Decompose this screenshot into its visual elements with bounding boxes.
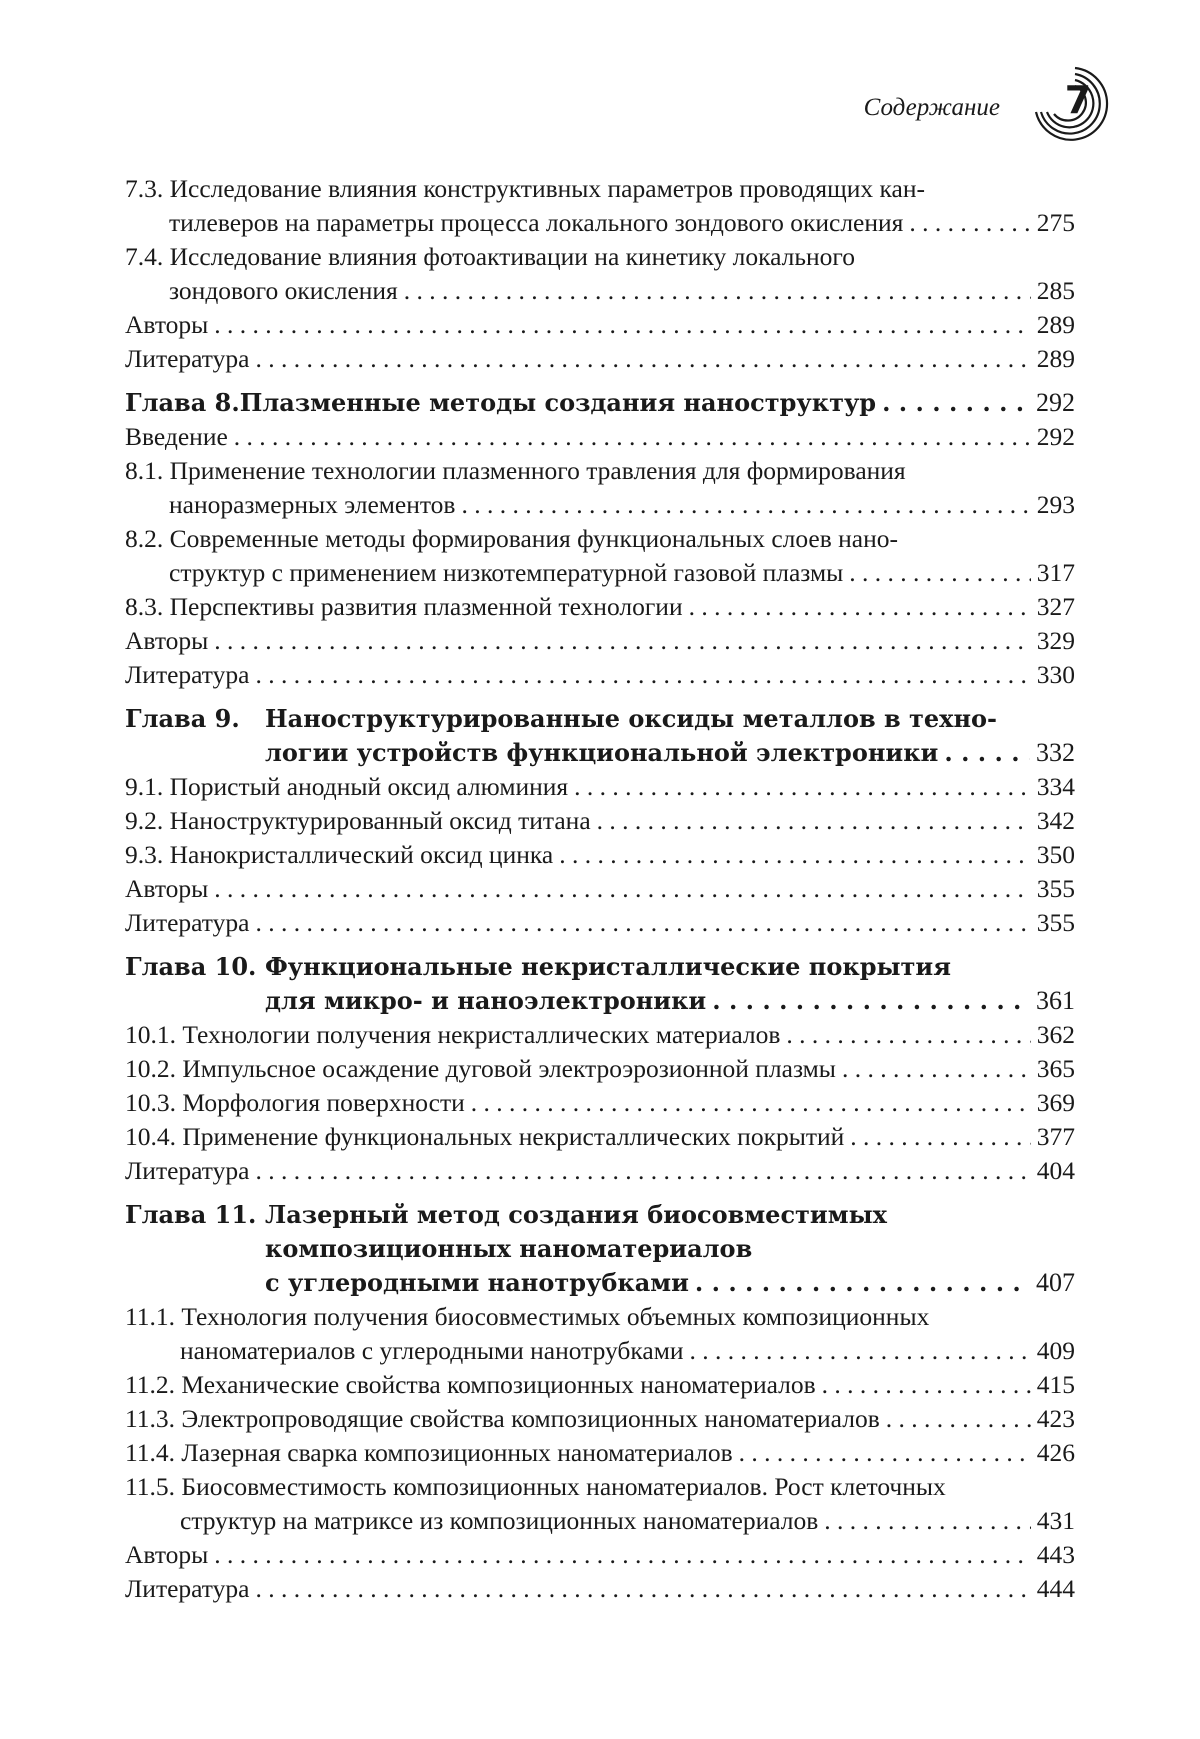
toc-line — [125, 1154, 1075, 1188]
toc-line — [125, 1266, 1075, 1300]
entry-title-text: 11.5. Биосовместимость композиционных наноматериалов. Рост клеточных — [125, 1472, 946, 1501]
entry-title-text: зондового окисления — [169, 276, 398, 305]
toc-entry — [125, 838, 1075, 872]
chapter-label: Глава 8. — [125, 388, 240, 417]
entry-title-text: 8.1. Применение технологии плазменного травления для формирования — [125, 456, 906, 485]
entry-title-text: 10.3. Морфология поверхности — [125, 1088, 465, 1117]
toc-line — [125, 454, 1075, 488]
dot-leader — [944, 736, 1030, 770]
toc-entry — [125, 872, 1075, 906]
toc-line — [125, 702, 1075, 736]
page-ref: 289 — [1036, 344, 1075, 373]
chapter-title-text: для микро- и наноэлектроники — [265, 986, 707, 1015]
toc-line — [125, 950, 1075, 984]
toc-line — [125, 872, 1075, 906]
entry-title-text: Литература — [125, 1156, 250, 1185]
entry-title-text: 11.4. Лазерная сварка композиционных наноматериалов — [125, 1438, 733, 1467]
toc-entry — [125, 420, 1075, 454]
page-ref: 289 — [1036, 310, 1075, 339]
toc-line — [125, 1572, 1075, 1606]
entry-title-text: Литература — [125, 1574, 250, 1603]
chapter-title-text: логии устройств функциональной электроники — [265, 738, 939, 767]
entry-title-text: структур с применением низкотемпературной газовой плазмы — [169, 558, 844, 587]
dot-leader — [255, 342, 1030, 376]
toc-line — [125, 1436, 1075, 1470]
entry-title-text: 7.3. Исследование влияния конструктивных параметров проводящих кан- — [125, 174, 925, 203]
page-ref: 377 — [1036, 1122, 1075, 1151]
entry-title-text: Литература — [125, 660, 250, 689]
dot-leader — [255, 906, 1030, 940]
page-ref: 334 — [1036, 772, 1075, 801]
dot-leader — [824, 1504, 1030, 1538]
entry-title-text: 9.1. Пористый анодный оксид алюминия — [125, 772, 569, 801]
toc-line — [125, 1120, 1075, 1154]
page-ref: 342 — [1036, 806, 1075, 835]
dot-leader — [842, 1052, 1031, 1086]
toc-chapter — [125, 950, 1075, 1018]
dot-leader — [255, 658, 1030, 692]
toc-line — [125, 590, 1075, 624]
page-ref: 407 — [1036, 1268, 1075, 1297]
page-ref: 369 — [1036, 1088, 1075, 1117]
entry-title-text: 11.3. Электропроводящие свойства композиционных наноматериалов — [125, 1404, 880, 1433]
toc-line — [125, 420, 1075, 454]
toc-line — [125, 1232, 1075, 1266]
dot-leader — [559, 838, 1031, 872]
toc-entry — [125, 1154, 1075, 1188]
toc-entry — [125, 1368, 1075, 1402]
dot-leader — [712, 984, 1030, 1018]
toc-line — [125, 906, 1075, 940]
toc-line — [125, 172, 1075, 206]
dot-leader — [461, 488, 1030, 522]
toc-line — [125, 1198, 1075, 1232]
page-ref: 426 — [1036, 1438, 1075, 1467]
chapter-title-text: Функциональные некристаллические покрытия — [265, 952, 951, 981]
dot-leader — [255, 1154, 1030, 1188]
page-ref: 332 — [1036, 738, 1075, 767]
page-ref: 355 — [1036, 874, 1075, 903]
toc-chapter — [125, 386, 1075, 420]
dot-leader — [909, 206, 1030, 240]
entry-title-text: 10.2. Импульсное осаждение дуговой электроэрозионной плазмы — [125, 1054, 836, 1083]
entry-title-text: Авторы — [125, 874, 209, 903]
dot-leader — [822, 1368, 1031, 1402]
toc-line — [125, 1052, 1075, 1086]
dot-leader — [690, 1334, 1031, 1368]
dot-leader — [574, 770, 1031, 804]
page-ref: 329 — [1036, 626, 1075, 655]
chapter-label: Глава 11. — [125, 1200, 257, 1229]
running-head-title: Содержание — [863, 94, 1000, 121]
toc-line — [125, 658, 1075, 692]
entry-title-text: 10.4. Применение функциональных некристаллических покрытий — [125, 1122, 845, 1151]
toc-line — [125, 1300, 1075, 1334]
page-ref: 330 — [1036, 660, 1075, 689]
dot-leader — [695, 1266, 1030, 1300]
page-ref: 285 — [1036, 276, 1075, 305]
entry-title-text: 11.2. Механические свойства композиционных наноматериалов — [125, 1370, 816, 1399]
chapter-title-text: Лазерный метод создания биосовместимых — [265, 1200, 887, 1229]
toc-line — [125, 1538, 1075, 1572]
entry-title-text: Введение — [125, 422, 228, 451]
dot-leader — [214, 872, 1030, 906]
dot-leader — [214, 1538, 1030, 1572]
page-ref: 350 — [1036, 840, 1075, 869]
toc-entry — [125, 906, 1075, 940]
entry-title-text: Авторы — [125, 1540, 209, 1569]
toc-entry — [125, 1538, 1075, 1572]
page-number: 7 — [1064, 78, 1092, 122]
toc-entry — [125, 1086, 1075, 1120]
toc-line — [125, 838, 1075, 872]
toc-line — [125, 1504, 1075, 1538]
chapter-label: Глава 10. — [125, 952, 257, 981]
toc-line — [125, 342, 1075, 376]
entry-title-text: 9.2. Наноструктурированный оксид титана — [125, 806, 591, 835]
toc-line — [125, 624, 1075, 658]
toc-entry — [125, 1052, 1075, 1086]
toc-entry — [125, 308, 1075, 342]
toc-line — [125, 522, 1075, 556]
toc-line — [125, 206, 1075, 240]
chapter-title-text: Наноструктурированные оксиды металлов в техно- — [265, 704, 998, 733]
toc-entry — [125, 770, 1075, 804]
toc-entry — [125, 1470, 1075, 1538]
entry-title-text: 11.1. Технология получения биосовместимых объемных композиционных — [125, 1302, 930, 1331]
toc-line — [125, 1368, 1075, 1402]
toc-line — [125, 1086, 1075, 1120]
entry-title-text: тилеверов на параметры процесса локального зондового окисления — [169, 208, 904, 237]
dot-leader — [255, 1572, 1030, 1606]
dot-leader — [849, 556, 1030, 590]
dot-leader — [234, 420, 1031, 454]
chapter-label: Глава 9. — [125, 704, 240, 733]
dot-leader — [597, 804, 1031, 838]
toc-line — [125, 1018, 1075, 1052]
entry-title-text: Авторы — [125, 626, 209, 655]
entry-title-text: Литература — [125, 908, 250, 937]
page-ref: 365 — [1036, 1054, 1075, 1083]
toc-line — [125, 240, 1075, 274]
toc-line — [125, 770, 1075, 804]
dot-leader — [404, 274, 1031, 308]
toc-line — [125, 1470, 1075, 1504]
page-ref: 443 — [1036, 1540, 1075, 1569]
toc-line — [125, 274, 1075, 308]
page-ref: 415 — [1036, 1370, 1075, 1399]
toc-entry — [125, 658, 1075, 692]
toc-entry — [125, 590, 1075, 624]
dot-leader — [850, 1120, 1030, 1154]
toc-line — [125, 556, 1075, 590]
toc-line — [125, 488, 1075, 522]
dot-leader — [689, 590, 1031, 624]
toc-line — [125, 1334, 1075, 1368]
page-ref: 327 — [1036, 592, 1075, 621]
page-ref: 293 — [1036, 490, 1075, 519]
entry-title-text: наноматериалов с углеродными нанотрубками — [180, 1336, 684, 1365]
toc-entry — [125, 1018, 1075, 1052]
dot-leader — [214, 308, 1030, 342]
toc-entry — [125, 1402, 1075, 1436]
entry-title-text: 9.3. Нанокристаллический оксид цинка — [125, 840, 554, 869]
toc-entry — [125, 624, 1075, 658]
entry-title-text: 7.4. Исследование влияния фотоактивации на кинетику локального — [125, 242, 855, 271]
chapter-title-text: Плазменные методы создания наноструктур — [239, 388, 877, 417]
dot-leader — [214, 624, 1030, 658]
toc-entry — [125, 342, 1075, 376]
page-ref: 292 — [1036, 388, 1075, 417]
toc-entry — [125, 1572, 1075, 1606]
page-ref: 292 — [1036, 422, 1075, 451]
entry-title-text: структур на матриксе из композиционных наноматериалов — [180, 1506, 819, 1535]
dot-leader — [886, 1402, 1031, 1436]
page-ref: 444 — [1036, 1574, 1075, 1603]
page-ref: 431 — [1036, 1506, 1075, 1535]
toc-chapter — [125, 702, 1075, 770]
toc-entry — [125, 1300, 1075, 1368]
toc-entry — [125, 172, 1075, 240]
toc-entry — [125, 454, 1075, 522]
toc-entry — [125, 1120, 1075, 1154]
page-ref: 361 — [1036, 986, 1075, 1015]
toc-line — [125, 804, 1075, 838]
dot-leader — [882, 386, 1030, 420]
page-ref: 355 — [1036, 908, 1075, 937]
toc-line — [125, 386, 1075, 420]
dot-leader — [739, 1436, 1031, 1470]
toc-entry — [125, 1436, 1075, 1470]
toc-line — [125, 308, 1075, 342]
page-ref: 275 — [1036, 208, 1075, 237]
toc-line — [125, 984, 1075, 1018]
toc-entry — [125, 240, 1075, 308]
toc-entry — [125, 804, 1075, 838]
entry-title-text: наноразмерных элементов — [169, 490, 456, 519]
entry-title-text: Авторы — [125, 310, 209, 339]
chapter-title-text: с углеродными нанотрубками — [265, 1268, 689, 1297]
toc-entry — [125, 522, 1075, 590]
page-ref: 423 — [1036, 1404, 1075, 1433]
entry-title-text: 10.1. Технологии получения некристаллических материалов — [125, 1020, 781, 1049]
page-ref: 317 — [1036, 558, 1075, 587]
toc-chapter — [125, 1198, 1075, 1300]
page-ref: 409 — [1036, 1336, 1075, 1365]
toc-line — [125, 1402, 1075, 1436]
dot-leader — [786, 1018, 1030, 1052]
page-ref: 404 — [1036, 1156, 1075, 1185]
entry-title-text: 8.3. Перспективы развития плазменной технологии — [125, 592, 683, 621]
table-of-contents — [125, 172, 1075, 1606]
dot-leader — [471, 1086, 1031, 1120]
chapter-title-text: композиционных наноматериалов — [265, 1234, 753, 1263]
toc-line — [125, 736, 1075, 770]
page-ref: 362 — [1036, 1020, 1075, 1049]
entry-title-text: 8.2. Современные методы формирования функциональных слоев нано- — [125, 524, 899, 553]
entry-title-text: Литература — [125, 344, 250, 373]
